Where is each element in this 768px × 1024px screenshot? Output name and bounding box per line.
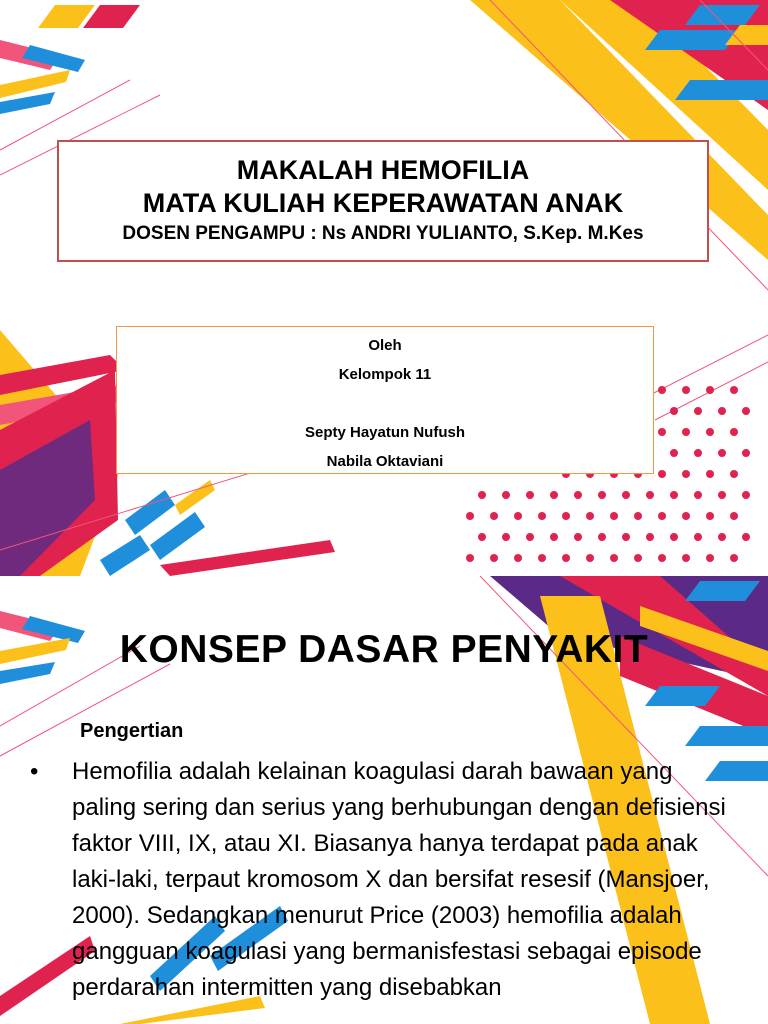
dot: [466, 554, 474, 562]
dot: [742, 407, 750, 415]
dot: [562, 512, 570, 520]
dot: [622, 533, 630, 541]
dot: [670, 491, 678, 499]
dot: [706, 470, 714, 478]
title-line-2: MATA KULIAH KEPERAWATAN ANAK: [142, 188, 624, 218]
dot: [670, 407, 678, 415]
dot: [514, 554, 522, 562]
author-box: [116, 326, 654, 474]
dot: [742, 533, 750, 541]
dot: [718, 407, 726, 415]
author-line: Oleh: [368, 337, 402, 354]
dot: [730, 554, 738, 562]
body-paragraph: [30, 754, 730, 1006]
dot: [526, 491, 534, 499]
dot: [730, 470, 738, 478]
dot: [562, 554, 570, 562]
dot: [658, 386, 666, 394]
dot: [526, 533, 534, 541]
dot: [610, 554, 618, 562]
dot: [646, 491, 654, 499]
body-text: Hemofilia adalah kelainan koagulasi darah bawaan yang paling sering dan serius yang berhubungan dengan defisiensi faktor VIII, IX, atau XI. Biasanya hanya terdapat pada anak laki-laki, terpaut kromosom X dan bersifat resesif (Mansjoer, 2000). Sedangkan menurut Price (2003) hemofilia adalah gangguan koagulasi yang bermanisfestasi sebagai episode perdarahan intermitten yang disebabkan: [72, 758, 726, 1001]
dot: [682, 554, 690, 562]
dot: [610, 512, 618, 520]
author-line-blank: [117, 389, 653, 418]
dot: [706, 428, 714, 436]
dot: [598, 533, 606, 541]
dot: [466, 512, 474, 520]
content-slide: [0, 576, 768, 1024]
dot: [490, 554, 498, 562]
dot: [658, 428, 666, 436]
section-subtitle: Pengertian: [80, 720, 184, 742]
title-line-1: MAKALAH HEMOFILIA: [236, 155, 530, 185]
dot: [682, 512, 690, 520]
dot: [598, 491, 606, 499]
dot: [658, 554, 666, 562]
dot: [574, 491, 582, 499]
dot: [694, 533, 702, 541]
dot: [670, 533, 678, 541]
dot: [538, 512, 546, 520]
slide-title: KONSEP DASAR PENYAKIT: [119, 628, 649, 671]
dot: [490, 512, 498, 520]
dot: [742, 491, 750, 499]
dot: [706, 554, 714, 562]
title-box: [57, 140, 709, 262]
dot: [694, 407, 702, 415]
dot: [718, 491, 726, 499]
dot: [706, 386, 714, 394]
dot: [550, 491, 558, 499]
dot: [622, 491, 630, 499]
dot: [730, 428, 738, 436]
dot: [730, 512, 738, 520]
dot: [694, 491, 702, 499]
lecturer-line: DOSEN PENGAMPU : Ns ANDRI YULIANTO, S.Kep. M.Kes: [122, 223, 644, 244]
dot: [550, 533, 558, 541]
dot: [730, 386, 738, 394]
dot: [646, 533, 654, 541]
dot: [670, 449, 678, 457]
dot: [694, 449, 702, 457]
dot: [718, 449, 726, 457]
dot: [718, 533, 726, 541]
author-line: Kelompok 11: [338, 366, 432, 383]
dot: [502, 491, 510, 499]
dot: [538, 554, 546, 562]
dot: [706, 512, 714, 520]
dot: [682, 470, 690, 478]
dot: [514, 512, 522, 520]
dot: [742, 449, 750, 457]
author-line: Nabila Oktaviani: [326, 453, 444, 470]
dot: [478, 533, 486, 541]
dot: [682, 386, 690, 394]
dot: [574, 533, 582, 541]
right-stripes: [640, 335, 768, 420]
dot: [634, 554, 642, 562]
dot: [586, 554, 594, 562]
dot: [586, 512, 594, 520]
dot: [502, 533, 510, 541]
bullet-icon: •: [30, 758, 39, 785]
author-line: Septy Hayatun Nufush: [304, 424, 466, 441]
dot: [634, 512, 642, 520]
dot: [478, 491, 486, 499]
dot: [682, 428, 690, 436]
dot: [658, 512, 666, 520]
dot: [658, 470, 666, 478]
